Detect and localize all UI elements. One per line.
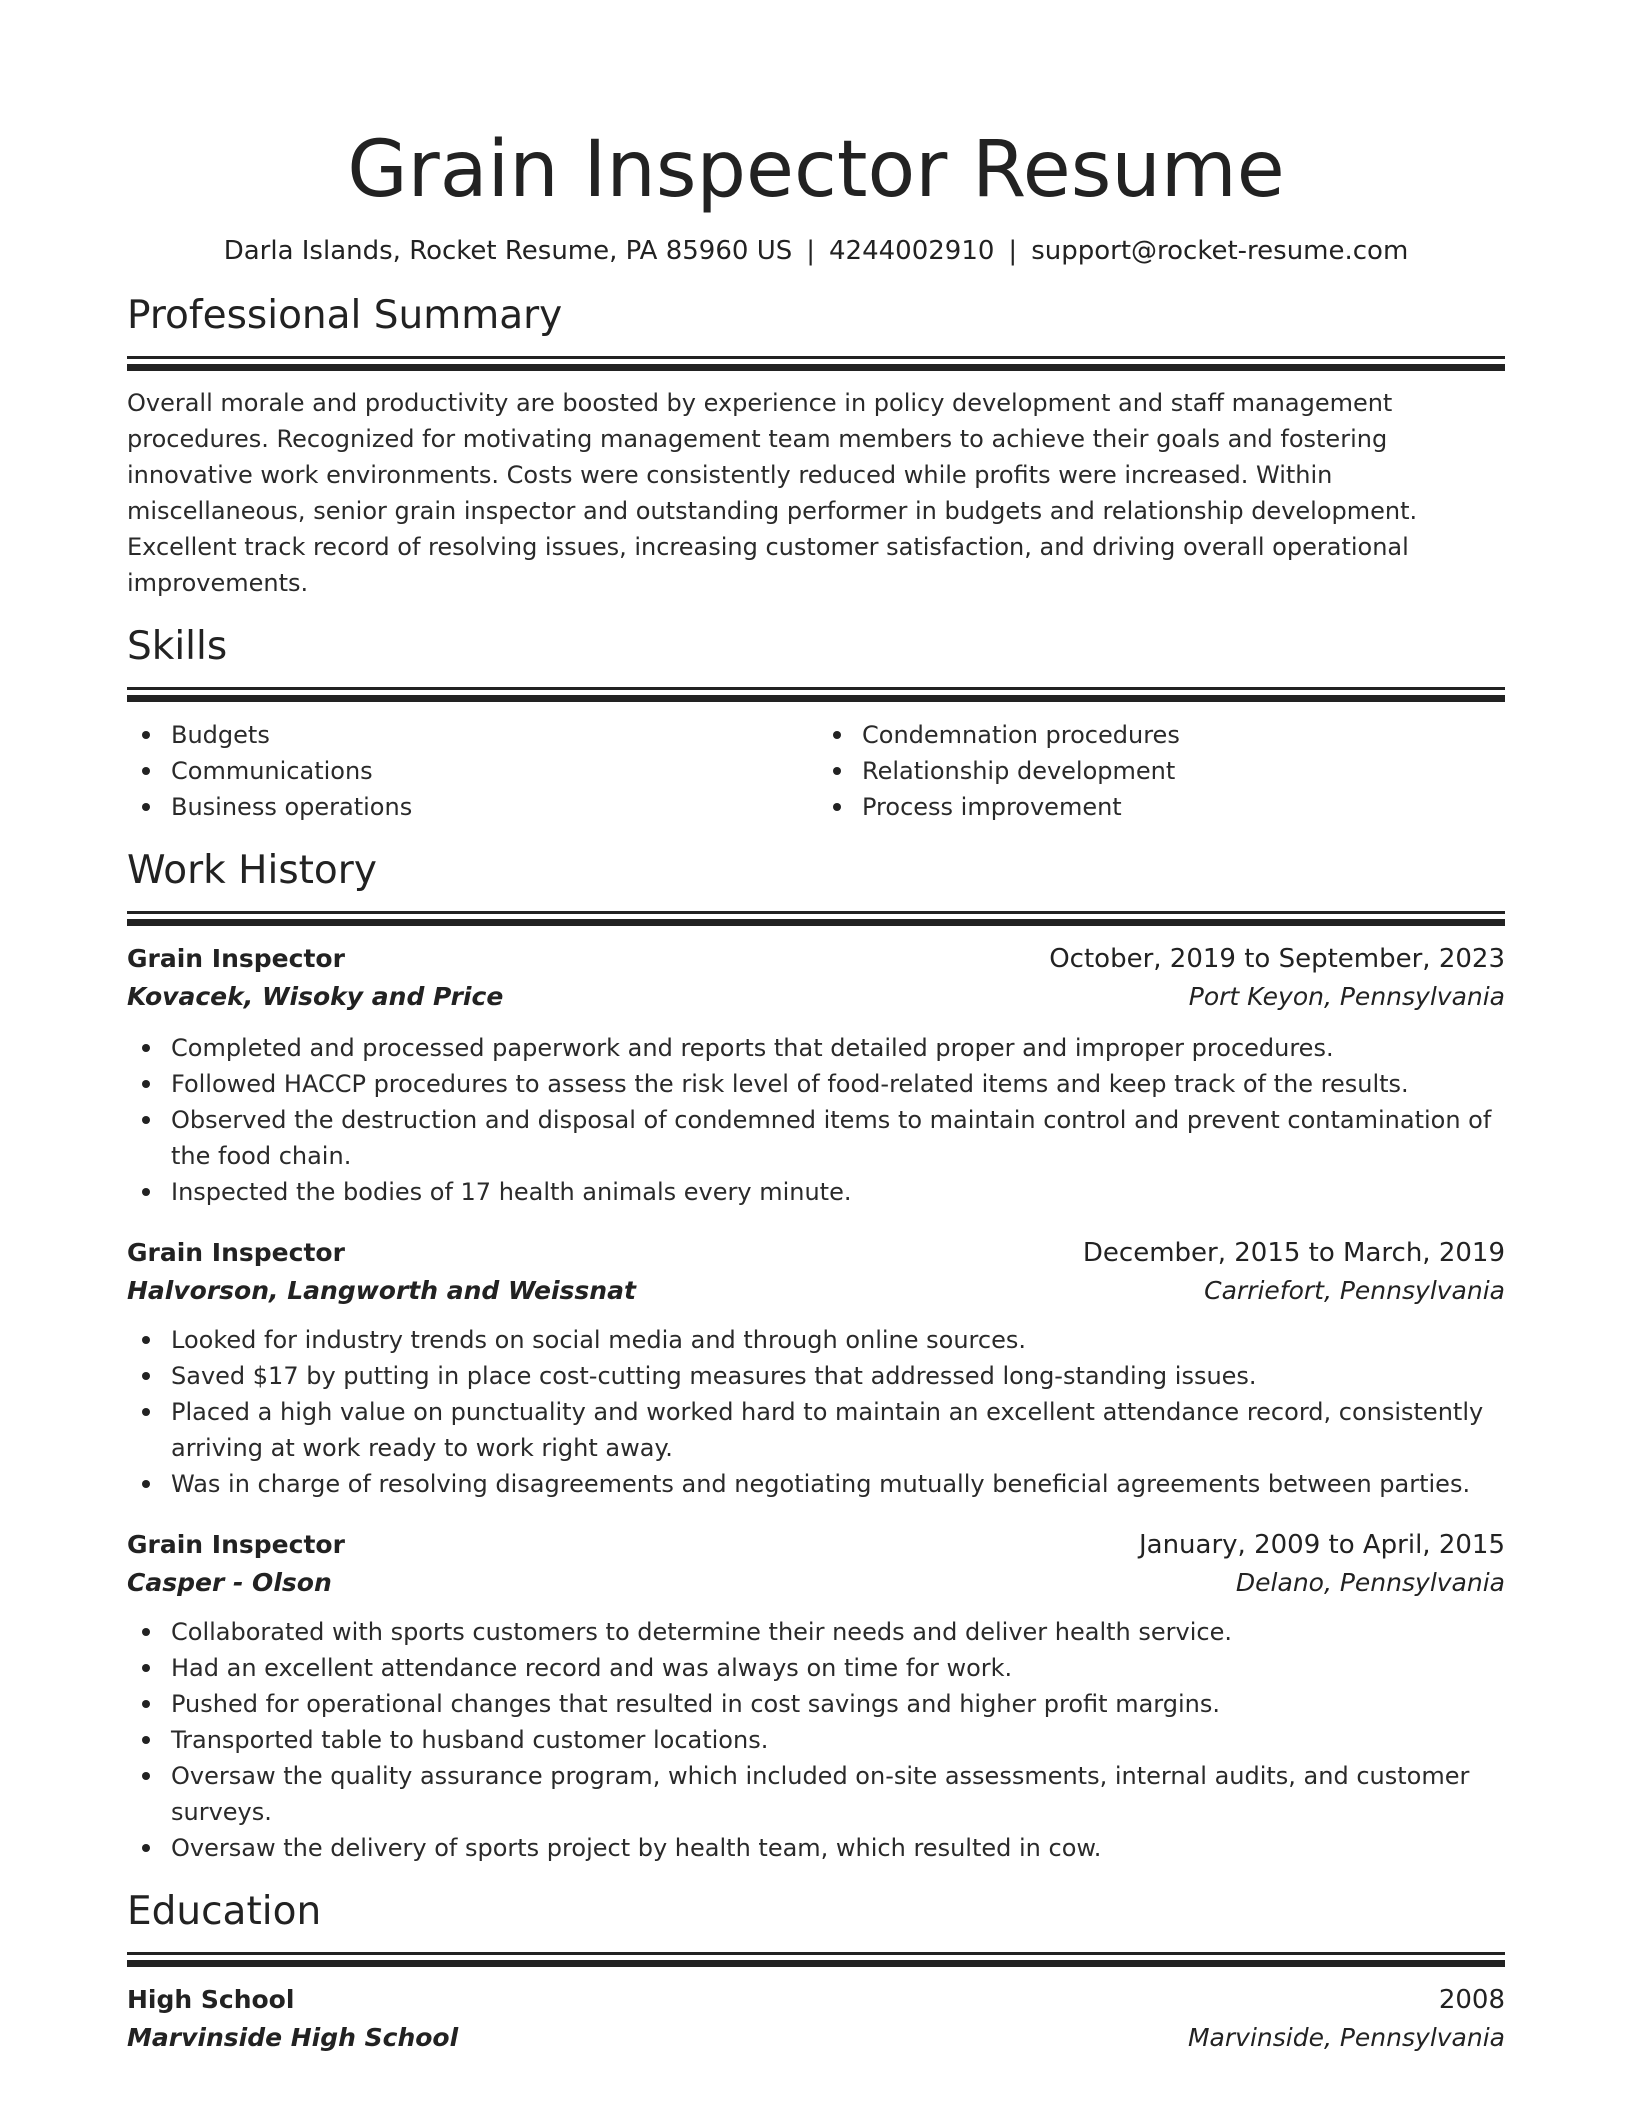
job-company: Kovacek, Wisoky and Price	[127, 982, 504, 1011]
section-rule-thick	[127, 1960, 1505, 1967]
summary-text: Overall morale and productivity are boosted by experience in policy development and staff management procedures. Recognized for motivating management team members to achieve their goals and fostering innovative work environments. Costs were consistently reduced while profits were increased. Within miscellaneous, senior grain inspector and outstanding performer in budgets and relationship development. Excellent track record of resolving issues, increasing customer satisfaction, and driving overall operational improvements.	[127, 389, 1418, 597]
job-dates: October, 2019 to September, 2023	[1049, 944, 1505, 974]
education-entry	[127, 1981, 1505, 2057]
job-location: Carriefort, Pennsylvania	[1204, 1276, 1505, 1305]
skills-grid	[127, 717, 1505, 825]
job-location: Delano, Pennsylvania	[1235, 1568, 1505, 1597]
job-bullet: Placed a high value on punctuality and worked hard to maintain an excellent attendance record, consistently arriving at work ready to work right away.	[127, 1394, 1505, 1466]
job-bullet: Collaborated with sports customers to determine their needs and deliver health service.	[127, 1614, 1505, 1650]
education-heading: Education	[127, 1889, 322, 1934]
section-rule-thin	[127, 911, 1505, 914]
skills-column-left	[127, 717, 814, 825]
job-bullets	[127, 1614, 1505, 1866]
job-bullet: Had an excellent attendance record and was always on time for work.	[127, 1650, 1505, 1686]
contact-separator: |	[1008, 236, 1018, 266]
contact-phone: 4244002910	[829, 236, 995, 266]
skill-item: Budgets	[127, 717, 814, 753]
job-bullet: Looked for industry trends on social media and through online sources.	[127, 1322, 1505, 1358]
job-company: Halvorson, Langworth and Weissnat	[127, 1276, 636, 1305]
job-header	[127, 940, 1505, 978]
job-subheader	[127, 1272, 1505, 1310]
job-title: Grain Inspector	[127, 1238, 345, 1267]
contact-line	[127, 234, 1505, 268]
job-bullet: Pushed for operational changes that resulted in cost savings and higher profit margins.	[127, 1686, 1505, 1722]
skills-heading: Skills	[127, 624, 228, 669]
job-bullet: Followed HACCP procedures to assess the risk level of food-related items and keep track of the results.	[127, 1066, 1505, 1102]
contact-separator: |	[806, 236, 815, 266]
education-subheader	[127, 2019, 1505, 2057]
job-entry	[127, 940, 1505, 1210]
job-subheader	[127, 978, 1505, 1016]
section-rule-thick	[127, 364, 1505, 371]
job-bullet: Observed the destruction and disposal of condemned items to maintain control and prevent contamination of the food chain.	[127, 1102, 1505, 1174]
job-bullet: Was in charge of resolving disagreements and negotiating mutually beneficial agreements between parties.	[127, 1466, 1505, 1502]
job-header	[127, 1526, 1505, 1564]
summary-section	[127, 292, 1505, 601]
work-section	[127, 847, 1505, 1866]
section-rule-thick	[127, 695, 1505, 702]
job-subheader	[127, 1564, 1505, 1602]
skill-item: Communications	[127, 753, 814, 789]
job-company: Casper - Olson	[127, 1568, 332, 1597]
education-location: Marvinside, Pennsylvania	[1187, 2023, 1505, 2052]
job-bullet: Oversaw the quality assurance program, which included on-site assessments, internal audits, and customer surveys.	[127, 1758, 1505, 1830]
education-year: 2008	[1438, 1985, 1505, 2015]
skill-item: Process improvement	[818, 789, 1505, 825]
section-rule-thin	[127, 1952, 1505, 1955]
section-rule-thick	[127, 919, 1505, 926]
job-bullet: Saved $17 by putting in place cost-cutting measures that addressed long-standing issues.	[127, 1358, 1505, 1394]
job-bullet: Oversaw the delivery of sports project by health team, which resulted in cow.	[127, 1830, 1505, 1866]
skills-column-right	[814, 717, 1505, 825]
education-school: Marvinside High School	[127, 2023, 459, 2052]
section-rule-thin	[127, 687, 1505, 690]
job-title: Grain Inspector	[127, 1530, 345, 1559]
work-heading: Work History	[127, 848, 377, 893]
job-bullet: Transported table to husband customer locations.	[127, 1722, 1505, 1758]
resume-title: Grain Inspector Resume	[347, 125, 1285, 215]
contact-address: Darla Islands, Rocket Resume, PA 85960 US	[223, 236, 793, 266]
education-header	[127, 1981, 1505, 2019]
job-entry	[127, 1234, 1505, 1502]
summary-heading: Professional Summary	[127, 293, 563, 338]
job-location: Port Keyon, Pennsylvania	[1188, 982, 1505, 1011]
job-dates: December, 2015 to March, 2019	[1082, 1238, 1505, 1268]
job-bullets	[127, 1322, 1505, 1502]
education-section	[127, 1888, 1505, 2057]
skill-item: Condemnation procedures	[818, 717, 1505, 753]
job-entry	[127, 1526, 1505, 1866]
job-bullet: Inspected the bodies of 17 health animals every minute.	[127, 1174, 1505, 1210]
skills-section	[127, 623, 1505, 825]
education-degree: High School	[127, 1985, 295, 2014]
job-bullet: Completed and processed paperwork and reports that detailed proper and improper procedures.	[127, 1030, 1505, 1066]
job-dates: January, 2009 to April, 2015	[1138, 1530, 1505, 1560]
job-title: Grain Inspector	[127, 944, 345, 973]
job-bullets	[127, 1030, 1505, 1210]
section-rule-thin	[127, 356, 1505, 359]
job-header	[127, 1234, 1505, 1272]
contact-email: support@rocket-resume.com	[1031, 236, 1409, 266]
skill-item: Relationship development	[818, 753, 1505, 789]
skill-item: Business operations	[127, 789, 814, 825]
